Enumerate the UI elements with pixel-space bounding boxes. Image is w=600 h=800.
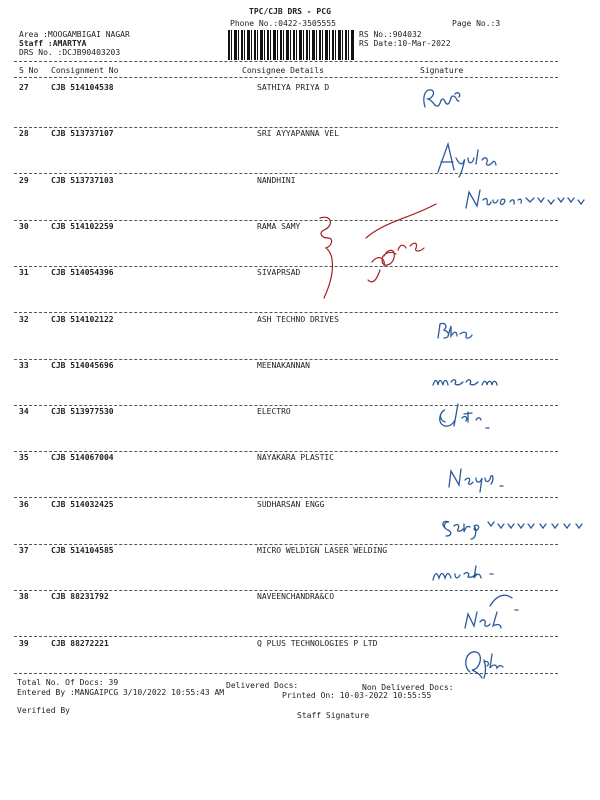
printed-on: Printed On: 10-03-2022 10:55:55: [282, 691, 432, 700]
row-consignment-no: CJB 513737107: [51, 129, 114, 139]
row-consignment-no: CJB 88231792: [51, 592, 109, 602]
row-consignee-name: Q PLUS TECHNOLOGIES P LTD: [257, 638, 378, 648]
signature-32: [438, 323, 472, 338]
signature-35: [449, 469, 503, 492]
row-divider: [14, 405, 558, 406]
non-delivered-docs: Non Delivered Docs:: [362, 683, 454, 692]
area-label: Area :MOOGAMBIGAI NAGAR: [19, 30, 130, 39]
col-signature: Signature: [420, 66, 464, 75]
row-consignee-name: SATHIYA PRIYA D: [257, 83, 330, 92]
row-consignment-no: CJB 514102122: [51, 314, 114, 324]
row-consignment-no: CJB 514054396: [51, 268, 114, 278]
row-divider: [14, 636, 558, 637]
row-sno: 36: [19, 499, 29, 509]
rs-date: RS Date:10-Mar-2022: [359, 39, 451, 48]
signature-29: [466, 190, 584, 208]
staff-signature: Staff Signature: [297, 711, 370, 720]
row-consignment-no: CJB 514067004: [51, 453, 114, 463]
signature-34: [440, 404, 489, 428]
row-consignee-name: MEENAKANNAN: [257, 360, 310, 370]
col-sno: S No: [19, 66, 39, 75]
divider: [14, 61, 558, 62]
row-consignee-name: RAMA SAMY: [257, 221, 301, 231]
col-consignee: Consignee Details: [242, 66, 324, 75]
row-sno: 35: [19, 453, 29, 463]
delivered-docs: Delivered Docs:: [226, 681, 299, 690]
row-divider: [14, 359, 558, 360]
barcode: [228, 30, 354, 60]
divider: [14, 673, 558, 674]
row-sno: 38: [19, 592, 29, 602]
row-sno: 33: [19, 360, 29, 370]
row-sno: 29: [19, 175, 29, 185]
rs-number: RS No.:904032: [359, 30, 422, 39]
row-consignee-name: NAVEENCHANDRA&CO: [257, 592, 335, 602]
row-consignee-name: SUDHARSAN ENGG: [257, 499, 325, 509]
row-consignment-no: CJB 514032425: [51, 499, 114, 509]
entered-by: Entered By :MANGAIPCG 3/10/2022 10:55:43 AM: [17, 688, 225, 697]
row-divider: [14, 173, 558, 174]
row-sno: 39: [19, 638, 29, 648]
row-divider: [14, 220, 558, 221]
signature-39: [466, 652, 503, 678]
row-consignee-name: NANDHINI: [257, 175, 296, 185]
row-consignee-name: MICRO WELDIGN LASER WELDING: [257, 546, 388, 555]
drs-number: DRS No. :DCJB90403203: [19, 48, 121, 57]
row-consignment-no: CJB 513737103: [51, 175, 114, 185]
row-consignee-name: ASH TECHNO DRIVES: [257, 314, 339, 324]
row-sno: 37: [19, 546, 29, 555]
row-sno: 30: [19, 221, 29, 231]
signature-28: [438, 144, 496, 177]
row-consignee-name: SIVAPRSAD: [257, 268, 301, 278]
signature-37: [433, 566, 493, 580]
divider: [14, 77, 558, 78]
row-consignment-no: CJB 88272221: [51, 638, 109, 648]
signature-38: [465, 595, 518, 628]
row-consignee-name: NAYAKARA PLASTIC: [257, 453, 335, 463]
row-divider: [14, 544, 558, 545]
page-number: Page No.:3: [452, 19, 501, 28]
row-sno: 28: [19, 129, 29, 139]
row-divider: [14, 590, 558, 591]
row-divider: [14, 497, 558, 498]
row-divider: [14, 266, 558, 267]
row-consignment-no: CJB 514104538: [51, 83, 114, 92]
row-sno: 34: [19, 407, 29, 417]
row-divider: [14, 312, 558, 313]
phone-number: Phone No.:0422-3505555: [230, 19, 336, 28]
row-consignment-no: CJB 513977530: [51, 407, 114, 417]
row-sno: 32: [19, 314, 29, 324]
row-sno: 31: [19, 268, 29, 278]
row-divider: [14, 451, 558, 452]
signature-30-31-red: [320, 204, 436, 298]
signature-27: [424, 90, 460, 107]
row-sno: 27: [19, 83, 29, 92]
staff-label: Staff :AMARTYA: [19, 39, 87, 48]
row-consignment-no: CJB 514102259: [51, 221, 114, 231]
signature-33: [433, 380, 497, 385]
document-title: TPC/CJB DRS - PCG: [249, 7, 331, 16]
row-consignment-no: CJB 514045696: [51, 360, 114, 370]
row-consignment-no: CJB 514104585: [51, 546, 114, 555]
row-divider: [14, 127, 558, 128]
col-consignment: Consignment No: [51, 66, 119, 75]
row-consignee-name: ELECTRO: [257, 407, 291, 417]
row-consignee-name: SRI AYYAPANNA VEL: [257, 129, 339, 139]
signature-36: [443, 521, 582, 539]
verified-by: Verified By: [17, 706, 70, 715]
total-docs: Total No. Of Docs: 39: [17, 678, 119, 687]
